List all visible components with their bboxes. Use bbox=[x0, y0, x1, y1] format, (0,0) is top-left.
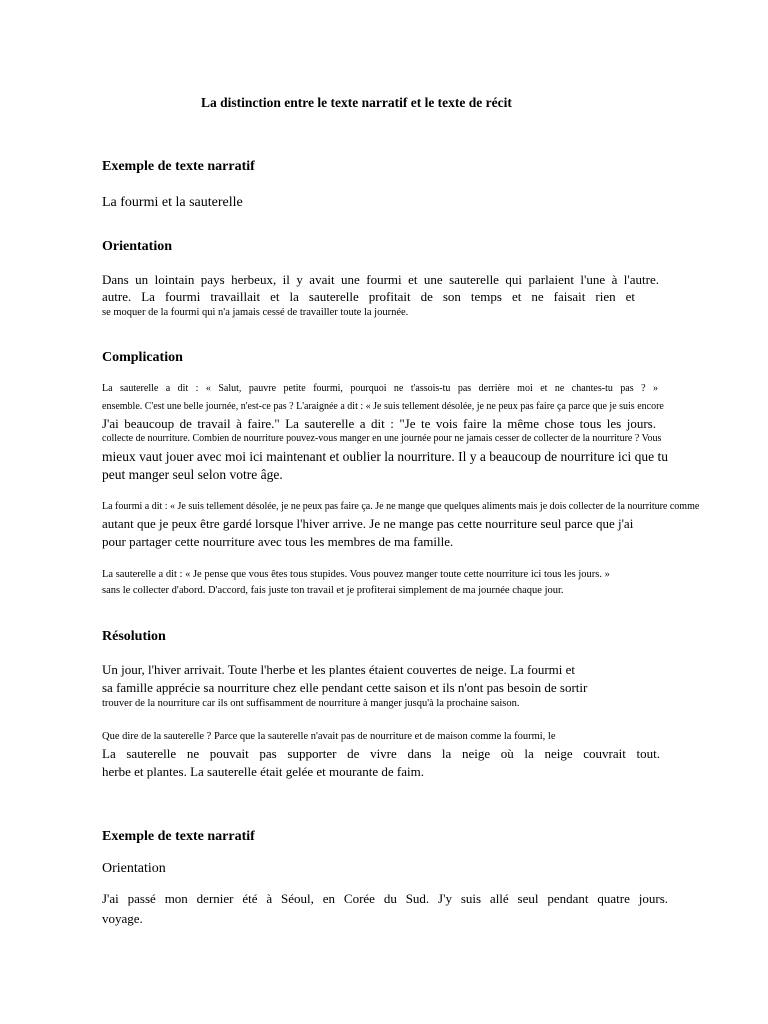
resolution-line: trouver de la nourriture car ils ont suffisamment de nourriture à manger jusqu'à la prochaine saison. bbox=[102, 698, 520, 709]
orientation-line: autre. La fourmi travaillait et la sauterelle profitait de son temps et ne faisait rien et bbox=[102, 289, 635, 304]
complication-line: pour partager cette nourriture avec tous les membres de ma famille. bbox=[102, 534, 454, 549]
complication-line: La sauterelle a dit : « Salut, pauvre petite fourmi, pourquoi ne t'assois-tu pas derrière moi et ne chantes-tu pas ? » bbox=[102, 383, 658, 394]
complication-line: collecte de nourriture. Combien de nourriture pouvez-vous manger en une journée pour ne jamais cesser de collecter de la nourriture ? Vous bbox=[102, 433, 662, 444]
complication-heading: Complication bbox=[102, 350, 183, 365]
document-title: La distinction entre le texte narratif et le texte de récit bbox=[201, 95, 512, 110]
complication-line: La sauterelle a dit : « Je pense que vous êtes tous stupides. Vous pouvez manger toute cette nourriture ici tous les jours. » bbox=[102, 569, 610, 580]
resolution-line: Que dire de la sauterelle ? Parce que la sauterelle n'avait pas de nourriture et de maison comme la fourmi, le bbox=[102, 731, 556, 742]
resolution-line: La sauterelle ne pouvait pas supporter de vivre dans la neige où la neige couvrait tout. bbox=[102, 746, 660, 761]
orientation-heading: Orientation bbox=[102, 239, 172, 254]
section-heading-narrative-example-2: Exemple de texte narratif bbox=[102, 829, 255, 844]
orientation-heading-2: Orientation bbox=[102, 861, 166, 876]
orientation-line-2: J'ai passé mon dernier été à Séoul, en Corée du Sud. J'y suis allé seul pendant quatre jours. bbox=[102, 891, 668, 906]
orientation-line: se moquer de la fourmi qui n'a jamais cessé de travailler toute la journée. bbox=[102, 307, 409, 318]
orientation-line: Dans un lointain pays herbeux, il y avait une fourmi et une sauterelle qui parlaient l'une à l'autre. bbox=[102, 272, 659, 287]
resolution-line: herbe et plantes. La sauterelle était gelée et mourante de faim. bbox=[102, 764, 424, 779]
orientation-line-2: voyage. bbox=[102, 911, 143, 926]
complication-line: peut manger seul selon votre âge. bbox=[102, 467, 283, 482]
complication-line: La fourmi a dit : « Je suis tellement désolée, je ne peux pas faire ça. Je ne mange que quelques aliments mais je dois collecter de la nourriture comme bbox=[102, 501, 700, 512]
complication-line: mieux vaut jouer avec moi ici maintenant et oublier la nourriture. Il y a beaucoup de nourriture ici que tu bbox=[102, 449, 669, 464]
story-title: La fourmi et la sauterelle bbox=[102, 195, 243, 210]
complication-line: autant que je peux être gardé lorsque l'hiver arrive. Je ne mange pas cette nourriture seul parce que j'ai bbox=[102, 516, 634, 531]
complication-line: sans le collecter d'abord. D'accord, fais juste ton travail et je profiterai simplement de ma journée chaque jour. bbox=[102, 585, 564, 596]
complication-line: ensemble. C'est une belle journée, n'est-ce pas ? L'araignée a dit : « Je suis tellement désolée, je ne peux pas faire ça parce que je suis encore bbox=[102, 401, 664, 412]
resolution-line: Un jour, l'hiver arrivait. Toute l'herbe et les plantes étaient couvertes de neige. La fourmi et bbox=[102, 662, 576, 677]
resolution-line: sa famille apprécie sa nourriture chez elle pendant cette saison et ils n'ont pas besoin de sortir bbox=[102, 680, 588, 695]
resolution-heading: Résolution bbox=[102, 629, 166, 644]
section-heading-narrative-example: Exemple de texte narratif bbox=[102, 159, 255, 174]
complication-line: J'ai beaucoup de travail à faire." La sauterelle a dit : "Je te vois faire la même chose tous les jours. bbox=[102, 416, 656, 431]
